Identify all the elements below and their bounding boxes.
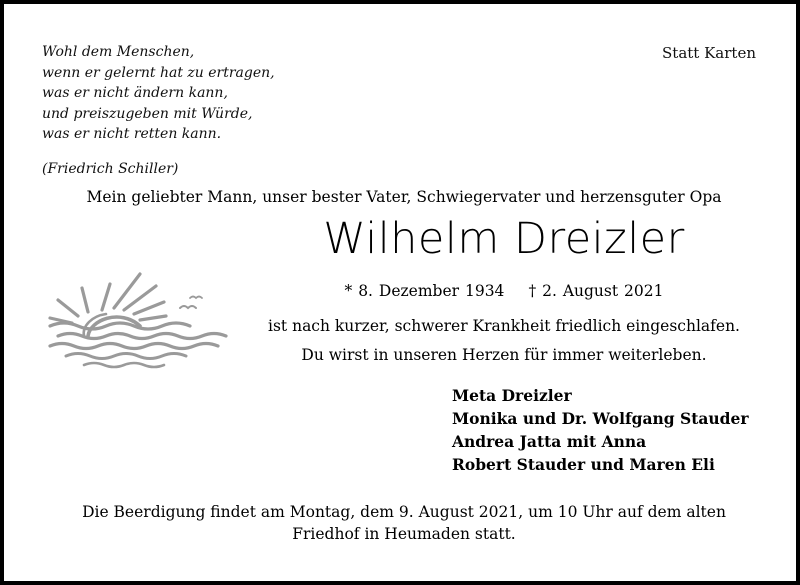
funeral-line-2: Friedhof in Heumaden statt. [292, 525, 516, 543]
deceased-name: Wilhelm Dreizler [323, 214, 685, 264]
message-line-2: Du wirst in unseren Herzen für immer weiterleben. [301, 346, 707, 364]
family-member: Meta Dreizler [452, 386, 572, 405]
family-list [452, 384, 749, 476]
message-line-1: ist nach kurzer, schwerer Krankheit friedlich eingeschlafen. [268, 317, 740, 335]
funeral-notice [4, 501, 800, 545]
life-dates [204, 282, 800, 300]
poem-author: (Friedrich Schiller) [42, 160, 179, 177]
poem-line: was er nicht ändern kann, [42, 85, 228, 101]
family-member: Monika und Dr. Wolfgang Stauder [452, 409, 749, 428]
family-member: Robert Stauder und Maren Eli [452, 455, 715, 474]
poem-line: wenn er gelernt hat zu ertragen, [42, 64, 275, 81]
poem-quote [42, 42, 275, 179]
family-member: Andrea Jatta mit Anna [452, 432, 647, 451]
poem-line: Wohl dem Menschen, [42, 44, 195, 60]
poem-line: was er nicht retten kann. [42, 126, 222, 142]
funeral-line-1: Die Beerdigung findet am Montag, dem 9. August 2021, um 10 Uhr auf dem alten [82, 503, 726, 521]
intro-text: Mein geliebter Mann, unser bester Vater, Schwiegervater und herzensguter Opa [86, 188, 722, 206]
birth-date: * 8. Dezember 1934 [344, 282, 505, 300]
statt-karten-label: Statt Karten [662, 44, 756, 62]
sunset-sea-birds-icon [44, 268, 244, 373]
poem-line: und preiszugeben mit Würde, [42, 105, 253, 122]
death-date: † 2. August 2021 [528, 282, 664, 300]
